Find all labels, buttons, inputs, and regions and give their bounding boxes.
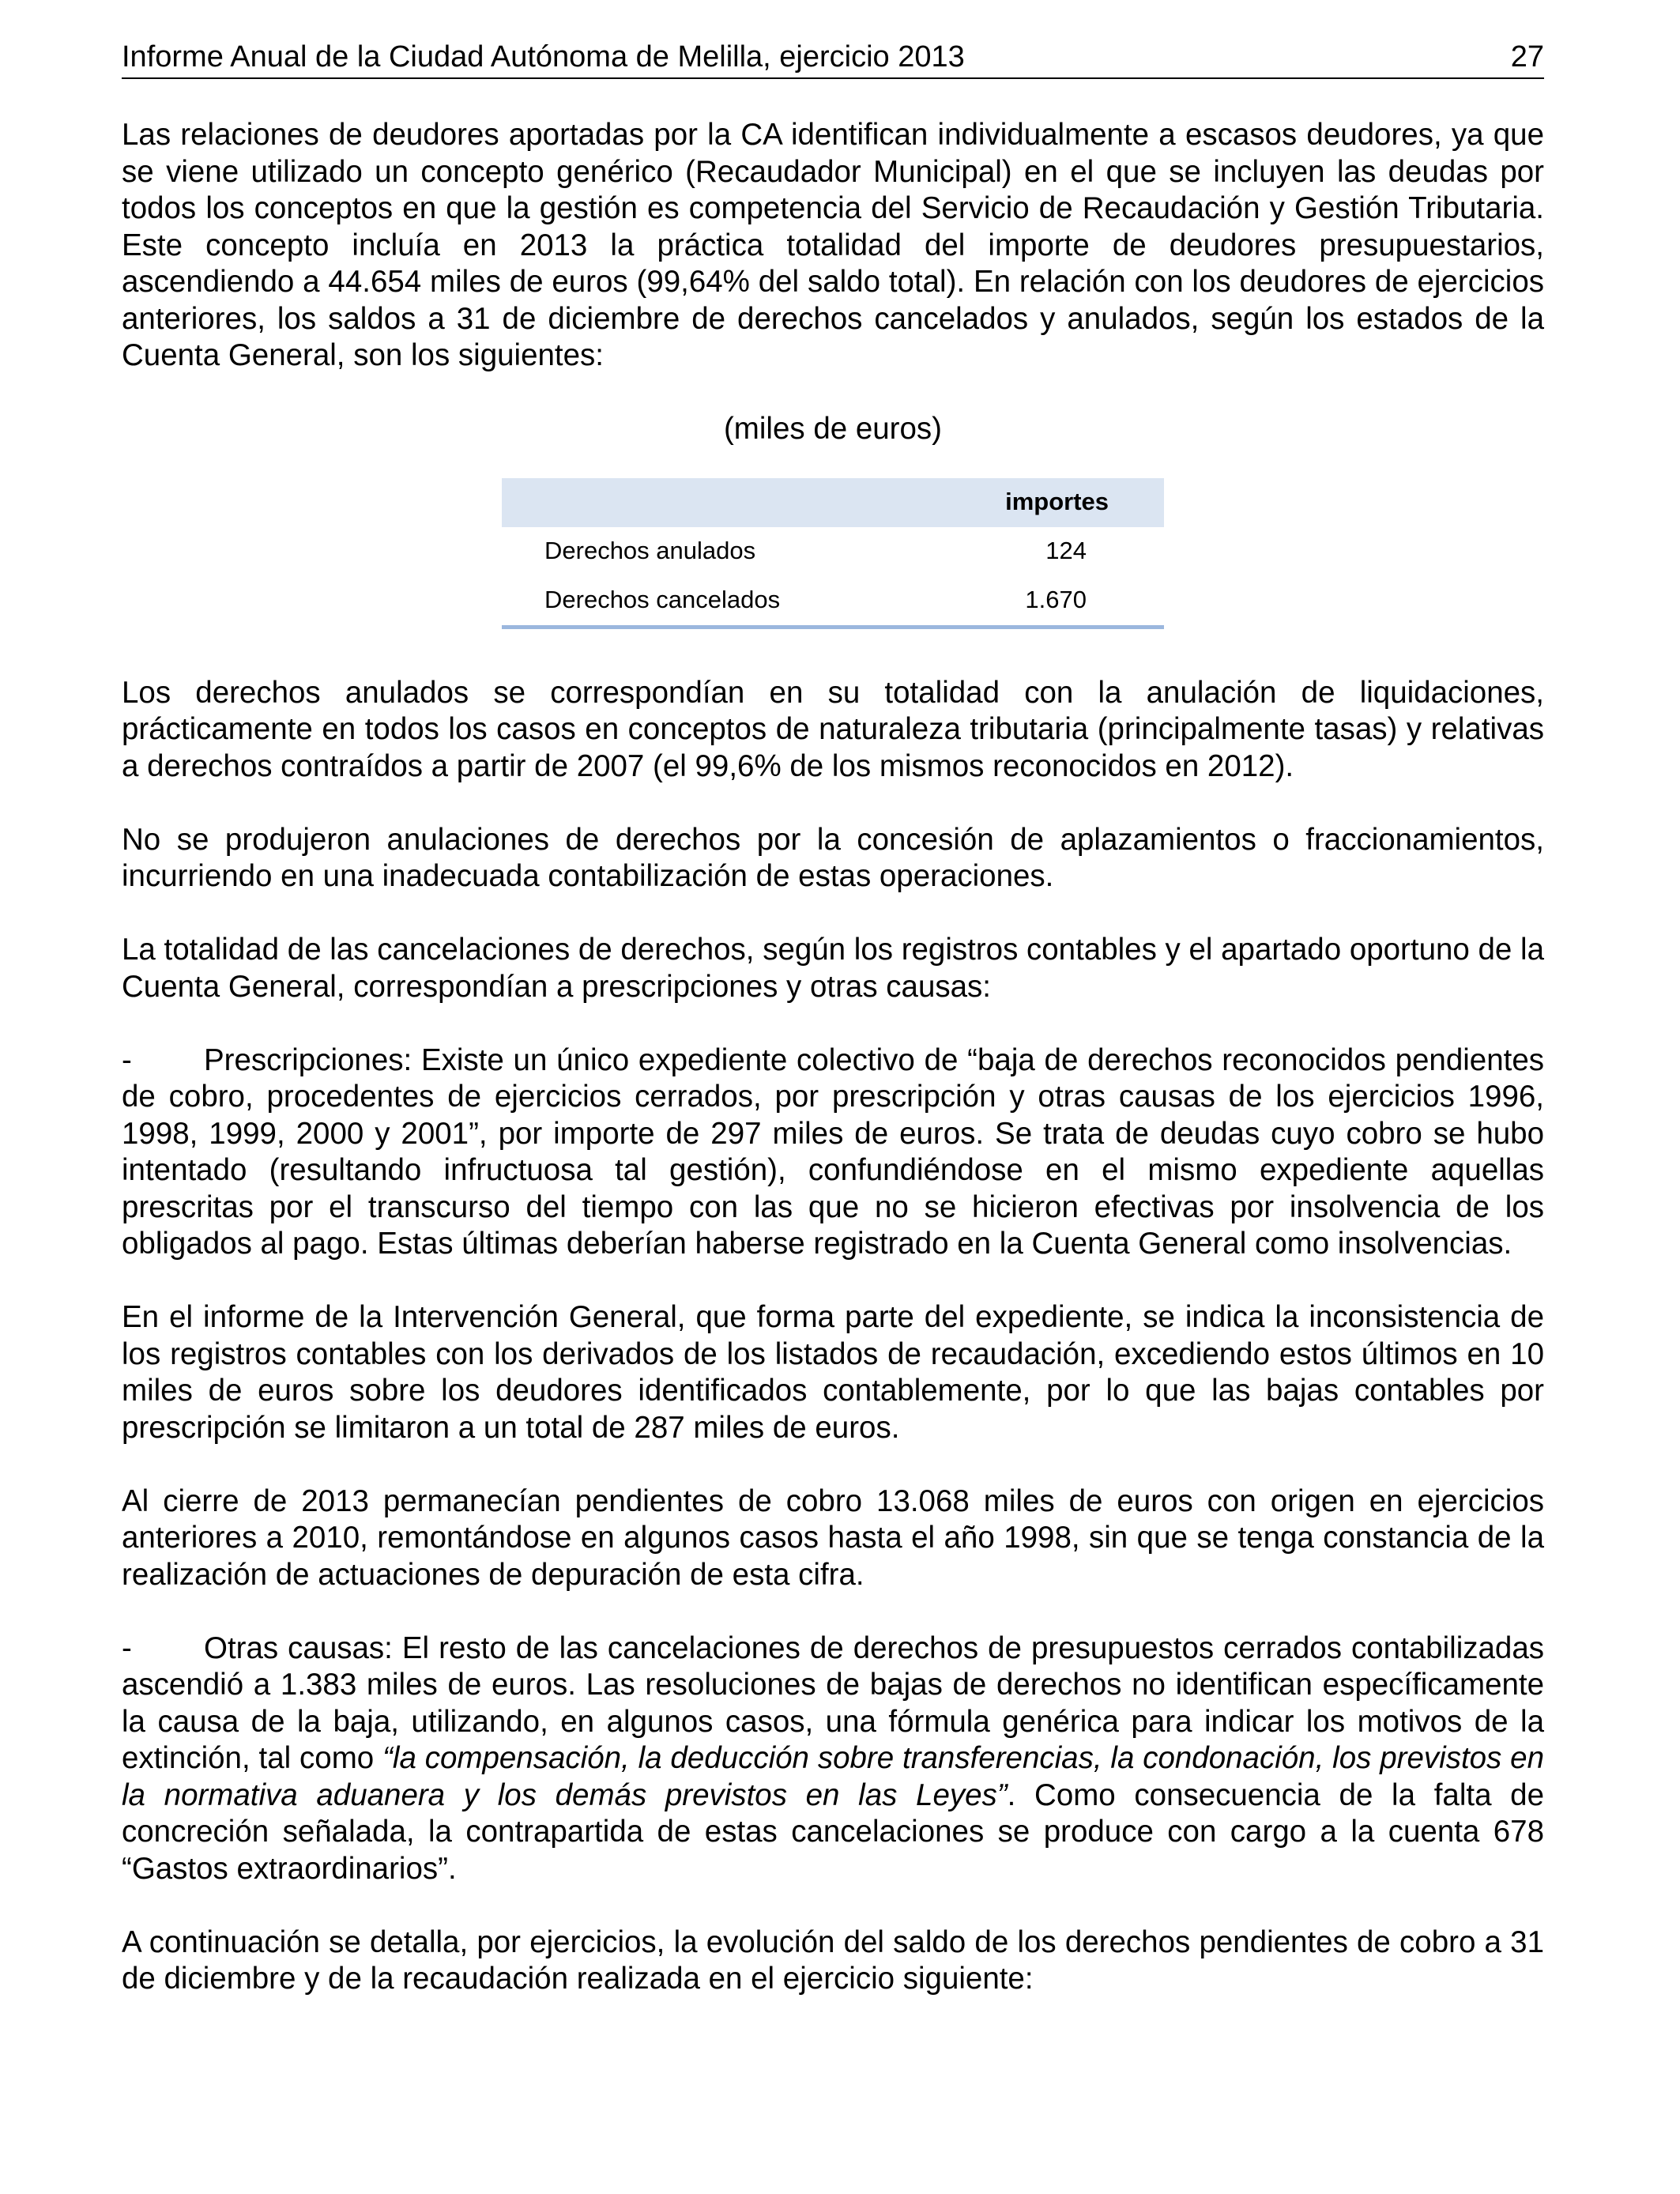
table-row [502,576,1164,628]
table-header-label [502,478,924,527]
document-page [122,38,1544,2034]
table-header-importes: importes [924,478,1164,527]
prescripciones-text: Prescripciones: Existe un único expediente colectivo de “baja de derechos reconocidos pendientes de cobro, procedentes de ejercicios cerrados, por prescripción y otras causas de los ejercicios 1996, 1998, 1999, 2000 y 2001”, por importe de 297 miles de euros. Se trata de deudas cuyo cobro se hubo intentado (resultando infructuosa tal gestión), confundiéndose en el mismo expediente aquellas prescritas por el transcurso del tiempo con las que no se hicieron efectivas por insolvencia de los obligados al pago. Estas últimas deberían haberse registrado en la Cuenta General como insolvencias. [122,1042,1544,1261]
table-header-row [502,478,1164,527]
list-dash: - [122,1630,132,1665]
list-dash: - [122,1042,132,1077]
running-header [122,38,1544,79]
paragraph-9: A continuación se detalla, por ejercicios, la evolución del saldo de los derechos pendientes de cobro a 31 de diciembre y de la recaudación realizada en el ejercicio siguiente: [122,1924,1544,1996]
paragraph-prescripciones [122,1042,1544,1263]
paragraph-3: No se produjeron anulaciones de derechos por la concesión de aplazamientos o fraccionamientos, incurriendo en una inadecuada contabilización de estas operaciones. [122,822,1544,893]
paragraph-otras-causas [122,1630,1544,1888]
row-value: 1.670 [1025,586,1087,614]
row-label: Derechos anulados [544,537,756,565]
page-number: 27 [1510,40,1544,74]
table-caption: (miles de euros) [723,412,942,446]
header-title: Informe Anual de la Ciudad Autónoma de Melilla, ejercicio 2013 [122,40,965,74]
importes-table [502,478,1164,629]
paragraph-6: En el informe de la Intervención General, que forma parte del expediente, se indica la inconsistencia de los registros contables con los derivados de los listados de recaudación, excediendo estos últimos en 10 miles de euros sobre los deudores identificados contablemente, por lo que las bajas contables por prescripción se limitaron a un total de 287 miles de euros. [122,1300,1544,1445]
otras-causas-text-end: . Como consecuencia de la falta de concreción señalada, la contrapartida de estas cancelaciones se produce con cargo a la cuenta 678 “Gastos extraordinarios”. [122,1777,1544,1886]
paragraph-4: La totalidad de las cancelaciones de derechos, según los registros contables y el apartado oportuno de la Cuenta General, correspondían a prescripciones y otras causas: [122,933,1544,1004]
row-value: 124 [1045,537,1087,565]
paragraph-1: Las relaciones de deudores aportadas por la CA identifican individualmente a escasos deudores, ya que se viene utilizado un concepto genérico (Recaudador Municipal) en el que se incluyen las deudas por todos los conceptos en que la gestión es competencia del Servicio de Recaudación y Gestión Tributaria. Este concepto incluía en 2013 la práctica totalidad del importe de deudores presupuestarios, ascendiendo a 44.654 miles de euros (99,64% del saldo total). En relación con los deudores de ejercicios anteriores, los saldos a 31 de diciembre de derechos cancelados y anulados, según los estados de la Cuenta General, son los siguientes: [122,118,1544,372]
otras-causas-quote: “la compensación, la deducción sobre transferencias, la condonación, los previstos en la normativa aduanera y los demás previstos en las Leyes” [122,1741,1544,1812]
table-row [502,527,1164,576]
otras-causas-text: Otras causas: El resto de las cancelaciones de derechos de presupuestos cerrados contabilizadas ascendió a 1.383 miles de euros. Las resoluciones de bajas de derechos no identifican específicamente la causa de la baja, utilizando, en algunos casos, una fórmula genérica para indicar los motivos de la extinción, tal como [122,1630,1544,1775]
row-label: Derechos cancelados [544,586,781,614]
document-body [122,117,1544,1998]
paragraph-7: Al cierre de 2013 permanecían pendientes de cobro 13.068 miles de euros con origen en ejercicios anteriores a 2010, remontándose en algunos casos hasta el año 1998, sin que se tenga constancia de la realización de actuaciones de depuración de esta cifra. [122,1483,1544,1592]
paragraph-2: Los derechos anulados se correspondían en su totalidad con la anulación de liquidaciones, prácticamente en todos los casos en conceptos de naturaleza tributaria (principalmente tasas) y relativas a derechos contraídos a partir de 2007 (el 99,6% de los mismos reconocidos en 2012). [122,675,1544,783]
table-wrapper [122,478,1544,629]
